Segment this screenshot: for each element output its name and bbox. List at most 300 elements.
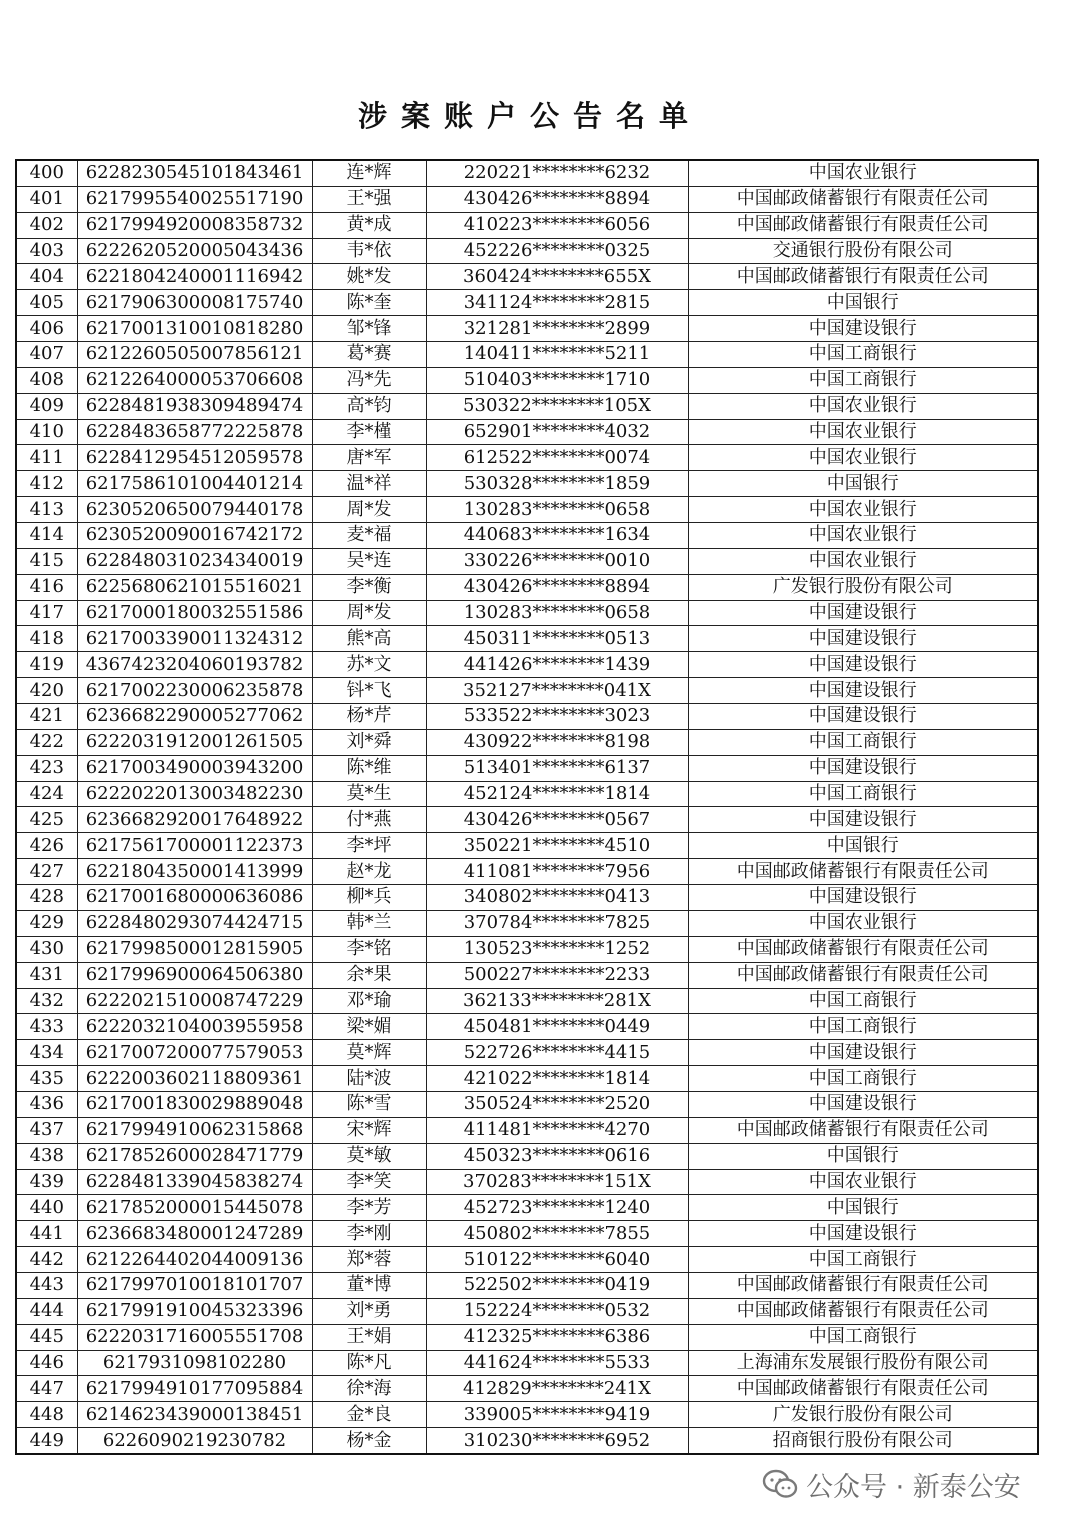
id-number-cell: 450802********7855: [426, 1221, 688, 1247]
id-number-cell: 441426********1439: [426, 652, 688, 678]
holder-name-cell: 郑*蓉: [312, 1247, 426, 1273]
bank-name-cell: 中国建设银行: [688, 1040, 1038, 1066]
row-number-cell: 408: [16, 367, 77, 393]
id-number-cell: 350524********2520: [426, 1091, 688, 1117]
account-number-cell: 6217003390011324312: [77, 626, 312, 652]
row-number-cell: 447: [16, 1376, 77, 1402]
row-number-cell: 427: [16, 859, 77, 885]
bank-name-cell: 中国建设银行: [688, 807, 1038, 833]
holder-name-cell: 葛*赛: [312, 342, 426, 368]
holder-name-cell: 赵*龙: [312, 859, 426, 885]
holder-name-cell: 莫*生: [312, 781, 426, 807]
table-row: [16, 238, 1038, 264]
account-number-cell: 6212260505007856121: [77, 342, 312, 368]
table-row: [16, 704, 1038, 730]
id-number-cell: 522726********4415: [426, 1040, 688, 1066]
row-number-cell: 433: [16, 1014, 77, 1040]
holder-name-cell: 柳*兵: [312, 885, 426, 911]
row-number-cell: 401: [16, 186, 77, 212]
holder-name-cell: 李*槿: [312, 419, 426, 445]
id-number-cell: 440683********1634: [426, 523, 688, 549]
id-number-cell: 430922********8198: [426, 729, 688, 755]
holder-name-cell: 周*发: [312, 497, 426, 523]
bank-name-cell: 中国建设银行: [688, 704, 1038, 730]
holder-name-cell: 韩*兰: [312, 910, 426, 936]
account-number-cell: 6217931098102280: [77, 1350, 312, 1376]
account-number-cell: 6217994910177095884: [77, 1376, 312, 1402]
table-row: [16, 523, 1038, 549]
row-number-cell: 404: [16, 264, 77, 290]
table-row: [16, 574, 1038, 600]
row-number-cell: 448: [16, 1402, 77, 1428]
row-number-cell: 444: [16, 1298, 77, 1324]
row-number-cell: 415: [16, 548, 77, 574]
id-number-cell: 140411********5211: [426, 342, 688, 368]
row-number-cell: 416: [16, 574, 77, 600]
id-number-cell: 411481********4270: [426, 1117, 688, 1143]
watermark-text: 公众号 · 新泰公安: [806, 1471, 1021, 1503]
holder-name-cell: 梁*媚: [312, 1014, 426, 1040]
bank-name-cell: 中国农业银行: [688, 910, 1038, 936]
account-number-cell: 6230520090016742172: [77, 523, 312, 549]
table-row: [16, 1247, 1038, 1273]
id-number-cell: 152224********0532: [426, 1298, 688, 1324]
id-number-cell: 130283********0658: [426, 600, 688, 626]
page-title: 涉案账户公告名单: [357, 99, 702, 133]
row-number-cell: 406: [16, 316, 77, 342]
table-row: [16, 652, 1038, 678]
id-number-cell: 341124********2815: [426, 290, 688, 316]
holder-name-cell: 温*祥: [312, 471, 426, 497]
id-number-cell: 452226********0325: [426, 238, 688, 264]
account-number-cell: 4367423204060193782: [77, 652, 312, 678]
table-row: [16, 729, 1038, 755]
account-number-cell: 6217991910045323396: [77, 1298, 312, 1324]
table-row: [16, 367, 1038, 393]
id-number-cell: 339005********9419: [426, 1402, 688, 1428]
bank-name-cell: 中国农业银行: [688, 160, 1038, 186]
bank-name-cell: 中国银行: [688, 471, 1038, 497]
row-number-cell: 412: [16, 471, 77, 497]
table-row: [16, 781, 1038, 807]
holder-name-cell: 陈*雪: [312, 1091, 426, 1117]
bank-name-cell: 中国银行: [688, 833, 1038, 859]
row-number-cell: 410: [16, 419, 77, 445]
bank-name-cell: 中国农业银行: [688, 419, 1038, 445]
holder-name-cell: 李*刚: [312, 1221, 426, 1247]
holder-name-cell: 周*发: [312, 600, 426, 626]
row-number-cell: 417: [16, 600, 77, 626]
id-number-cell: 411081********7956: [426, 859, 688, 885]
table-row: [16, 471, 1038, 497]
account-number-cell: 6212264402044009136: [77, 1247, 312, 1273]
row-number-cell: 441: [16, 1221, 77, 1247]
bank-name-cell: 中国农业银行: [688, 393, 1038, 419]
bank-name-cell: 中国建设银行: [688, 1091, 1038, 1117]
id-number-cell: 130283********0658: [426, 497, 688, 523]
account-number-cell: 6217001830029889048: [77, 1091, 312, 1117]
table-row: [16, 885, 1038, 911]
holder-name-cell: 陈*凡: [312, 1350, 426, 1376]
account-table: [15, 159, 1039, 1455]
account-table-body: [16, 160, 1038, 1454]
account-number-cell: 6222003602118809361: [77, 1066, 312, 1092]
id-number-cell: 530328********1859: [426, 471, 688, 497]
account-number-cell: 6230520650079440178: [77, 497, 312, 523]
row-number-cell: 425: [16, 807, 77, 833]
bank-name-cell: 中国工商银行: [688, 342, 1038, 368]
id-number-cell: 412325********6386: [426, 1324, 688, 1350]
table-row: [16, 1091, 1038, 1117]
id-number-cell: 130523********1252: [426, 936, 688, 962]
holder-name-cell: 杨*金: [312, 1428, 426, 1454]
id-number-cell: 370784********7825: [426, 910, 688, 936]
id-number-cell: 430426********8894: [426, 574, 688, 600]
holder-name-cell: 余*果: [312, 962, 426, 988]
bank-name-cell: 中国邮政储蓄银行有限责任公司: [688, 1272, 1038, 1298]
holder-name-cell: 邹*锋: [312, 316, 426, 342]
table-row: [16, 342, 1038, 368]
holder-name-cell: 杨*芹: [312, 704, 426, 730]
row-number-cell: 438: [16, 1143, 77, 1169]
table-row: [16, 290, 1038, 316]
account-number-cell: 6228483658772225878: [77, 419, 312, 445]
table-row: [16, 1221, 1038, 1247]
table-row: [16, 626, 1038, 652]
row-number-cell: 423: [16, 755, 77, 781]
account-number-cell: 6217561700001122373: [77, 833, 312, 859]
account-number-cell: 6217995540025517190: [77, 186, 312, 212]
table-row: [16, 1040, 1038, 1066]
account-number-cell: 6217001310010818280: [77, 316, 312, 342]
wechat-icon: [762, 1469, 798, 1499]
table-row: [16, 600, 1038, 626]
table-row: [16, 445, 1038, 471]
bank-name-cell: 中国邮政储蓄银行有限责任公司: [688, 186, 1038, 212]
account-number-cell: 6217997010018101707: [77, 1272, 312, 1298]
holder-name-cell: 李*芳: [312, 1195, 426, 1221]
holder-name-cell: 董*博: [312, 1272, 426, 1298]
holder-name-cell: 陈*维: [312, 755, 426, 781]
row-number-cell: 418: [16, 626, 77, 652]
holder-name-cell: 高*钧: [312, 393, 426, 419]
row-number-cell: 449: [16, 1428, 77, 1454]
holder-name-cell: 李*衡: [312, 574, 426, 600]
bank-name-cell: 中国工商银行: [688, 1014, 1038, 1040]
table-row: [16, 833, 1038, 859]
holder-name-cell: 宋*辉: [312, 1117, 426, 1143]
account-number-cell: 6222031716005551708: [77, 1324, 312, 1350]
bank-name-cell: 中国邮政储蓄银行有限责任公司: [688, 962, 1038, 988]
bank-name-cell: 广发银行股份有限公司: [688, 1402, 1038, 1428]
id-number-cell: 350221********4510: [426, 833, 688, 859]
bank-name-cell: 中国建设银行: [688, 316, 1038, 342]
account-number-cell: 6236683480001247289: [77, 1221, 312, 1247]
holder-name-cell: 徐*海: [312, 1376, 426, 1402]
id-number-cell: 612522********0074: [426, 445, 688, 471]
bank-name-cell: 中国银行: [688, 290, 1038, 316]
bank-name-cell: 中国邮政储蓄银行有限责任公司: [688, 1117, 1038, 1143]
row-number-cell: 413: [16, 497, 77, 523]
bank-name-cell: 中国建设银行: [688, 626, 1038, 652]
table-row: [16, 962, 1038, 988]
account-number-cell: 6226090219230782: [77, 1428, 312, 1454]
id-number-cell: 500227********2233: [426, 962, 688, 988]
account-number-cell: 6217000180032551586: [77, 600, 312, 626]
row-number-cell: 428: [16, 885, 77, 911]
row-number-cell: 440: [16, 1195, 77, 1221]
bank-name-cell: 招商银行股份有限公司: [688, 1428, 1038, 1454]
bank-name-cell: 中国邮政储蓄银行有限责任公司: [688, 1298, 1038, 1324]
bank-name-cell: 中国邮政储蓄银行有限责任公司: [688, 859, 1038, 885]
account-number-cell: 6222022013003482230: [77, 781, 312, 807]
bank-name-cell: 上海浦东发展银行股份有限公司: [688, 1350, 1038, 1376]
holder-name-cell: 刘*舜: [312, 729, 426, 755]
bank-name-cell: 中国建设银行: [688, 755, 1038, 781]
bank-name-cell: 中国建设银行: [688, 600, 1038, 626]
account-number-cell: 6222620520005043436: [77, 238, 312, 264]
bank-name-cell: 中国邮政储蓄银行有限责任公司: [688, 264, 1038, 290]
row-number-cell: 432: [16, 988, 77, 1014]
table-row: [16, 1324, 1038, 1350]
row-number-cell: 446: [16, 1350, 77, 1376]
row-number-cell: 436: [16, 1091, 77, 1117]
bank-name-cell: 中国邮政储蓄银行有限责任公司: [688, 936, 1038, 962]
holder-name-cell: 金*良: [312, 1402, 426, 1428]
holder-name-cell: 苏*文: [312, 652, 426, 678]
holder-name-cell: 王*强: [312, 186, 426, 212]
row-number-cell: 411: [16, 445, 77, 471]
row-number-cell: 439: [16, 1169, 77, 1195]
bank-name-cell: 中国工商银行: [688, 1247, 1038, 1273]
holder-name-cell: 李*铭: [312, 936, 426, 962]
row-number-cell: 405: [16, 290, 77, 316]
table-row: [16, 1169, 1038, 1195]
bank-name-cell: 中国建设银行: [688, 678, 1038, 704]
account-number-cell: 6222032104003955958: [77, 1014, 312, 1040]
id-number-cell: 430426********0567: [426, 807, 688, 833]
id-number-cell: 321281********2899: [426, 316, 688, 342]
row-number-cell: 437: [16, 1117, 77, 1143]
row-number-cell: 442: [16, 1247, 77, 1273]
table-row: [16, 1350, 1038, 1376]
account-number-cell: 6236682920017648922: [77, 807, 312, 833]
table-row: [16, 1014, 1038, 1040]
bank-name-cell: 广发银行股份有限公司: [688, 574, 1038, 600]
table-row: [16, 1402, 1038, 1428]
account-number-cell: 6228412954512059578: [77, 445, 312, 471]
table-row: [16, 160, 1038, 186]
holder-name-cell: 熊*高: [312, 626, 426, 652]
holder-name-cell: 麦*福: [312, 523, 426, 549]
holder-name-cell: 付*燕: [312, 807, 426, 833]
id-number-cell: 452723********1240: [426, 1195, 688, 1221]
table-row: [16, 678, 1038, 704]
id-number-cell: 441624********5533: [426, 1350, 688, 1376]
account-number-cell: 6217001680000636086: [77, 885, 312, 911]
account-number-cell: 6217994910062315868: [77, 1117, 312, 1143]
table-row: [16, 807, 1038, 833]
table-row: [16, 1195, 1038, 1221]
holder-name-cell: 刘*勇: [312, 1298, 426, 1324]
row-number-cell: 434: [16, 1040, 77, 1066]
row-number-cell: 400: [16, 160, 77, 186]
account-number-cell: 6217998500012815905: [77, 936, 312, 962]
bank-name-cell: 中国邮政储蓄银行有限责任公司: [688, 212, 1038, 238]
account-number-cell: 6236682290005277062: [77, 704, 312, 730]
holder-name-cell: 李*笑: [312, 1169, 426, 1195]
bank-name-cell: 中国工商银行: [688, 367, 1038, 393]
table-row: [16, 936, 1038, 962]
table-row: [16, 1117, 1038, 1143]
id-number-cell: 421022********1814: [426, 1066, 688, 1092]
holder-name-cell: 钭*飞: [312, 678, 426, 704]
id-number-cell: 340802********0413: [426, 885, 688, 911]
account-number-cell: 6217996900064506380: [77, 962, 312, 988]
table-row: [16, 497, 1038, 523]
id-number-cell: 530322********105X: [426, 393, 688, 419]
id-number-cell: 450481********0449: [426, 1014, 688, 1040]
holder-name-cell: 莫*敏: [312, 1143, 426, 1169]
holder-name-cell: 邓*瑜: [312, 988, 426, 1014]
table-row: [16, 988, 1038, 1014]
row-number-cell: 409: [16, 393, 77, 419]
table-row: [16, 316, 1038, 342]
row-number-cell: 430: [16, 936, 77, 962]
holder-name-cell: 姚*发: [312, 264, 426, 290]
holder-name-cell: 陈*奎: [312, 290, 426, 316]
account-number-cell: 6217906300008175740: [77, 290, 312, 316]
bank-name-cell: 中国农业银行: [688, 497, 1038, 523]
table-row: [16, 859, 1038, 885]
account-number-cell: 6228480293074424715: [77, 910, 312, 936]
table-row: [16, 1272, 1038, 1298]
row-number-cell: 431: [16, 962, 77, 988]
id-number-cell: 410223********6056: [426, 212, 688, 238]
id-number-cell: 430426********8894: [426, 186, 688, 212]
bank-name-cell: 中国农业银行: [688, 548, 1038, 574]
holder-name-cell: 连*辉: [312, 160, 426, 186]
id-number-cell: 450311********0513: [426, 626, 688, 652]
row-number-cell: 414: [16, 523, 77, 549]
account-number-cell: 6228481938309489474: [77, 393, 312, 419]
row-number-cell: 429: [16, 910, 77, 936]
row-number-cell: 407: [16, 342, 77, 368]
table-row: [16, 755, 1038, 781]
row-number-cell: 422: [16, 729, 77, 755]
bank-name-cell: 中国建设银行: [688, 1221, 1038, 1247]
account-number-cell: 6214623439000138451: [77, 1402, 312, 1428]
id-number-cell: 452124********1814: [426, 781, 688, 807]
row-number-cell: 402: [16, 212, 77, 238]
bank-name-cell: 中国建设银行: [688, 885, 1038, 911]
id-number-cell: 310230********6952: [426, 1428, 688, 1454]
holder-name-cell: 陆*波: [312, 1066, 426, 1092]
table-row: [16, 264, 1038, 290]
table-row: [16, 186, 1038, 212]
account-number-cell: 6222021510008747229: [77, 988, 312, 1014]
account-number-cell: 6217002230006235878: [77, 678, 312, 704]
bank-name-cell: 中国工商银行: [688, 1324, 1038, 1350]
account-number-cell: 6228480310234340019: [77, 548, 312, 574]
holder-name-cell: 冯*先: [312, 367, 426, 393]
row-number-cell: 403: [16, 238, 77, 264]
account-number-cell: 6221804240001116942: [77, 264, 312, 290]
id-number-cell: 450323********0616: [426, 1143, 688, 1169]
bank-name-cell: 中国农业银行: [688, 523, 1038, 549]
id-number-cell: 412829********241X: [426, 1376, 688, 1402]
table-row: [16, 1298, 1038, 1324]
holder-name-cell: 莫*辉: [312, 1040, 426, 1066]
row-number-cell: 443: [16, 1272, 77, 1298]
row-number-cell: 424: [16, 781, 77, 807]
table-row: [16, 212, 1038, 238]
holder-name-cell: 韦*依: [312, 238, 426, 264]
account-number-cell: 6221804350001413999: [77, 859, 312, 885]
row-number-cell: 426: [16, 833, 77, 859]
bank-name-cell: 中国工商银行: [688, 781, 1038, 807]
account-number-cell: 6212264000053706608: [77, 367, 312, 393]
table-row: [16, 1066, 1038, 1092]
bank-name-cell: 中国工商银行: [688, 1066, 1038, 1092]
holder-name-cell: 唐*军: [312, 445, 426, 471]
bank-name-cell: 中国工商银行: [688, 988, 1038, 1014]
account-number-cell: 6217003490003943200: [77, 755, 312, 781]
id-number-cell: 652901********4032: [426, 419, 688, 445]
account-number-cell: 6217007200077579053: [77, 1040, 312, 1066]
id-number-cell: 362133********281X: [426, 988, 688, 1014]
table-row: [16, 910, 1038, 936]
table-row: [16, 1143, 1038, 1169]
row-number-cell: 419: [16, 652, 77, 678]
holder-name-cell: 王*娟: [312, 1324, 426, 1350]
table-row: [16, 1428, 1038, 1454]
account-number-cell: 6225680621015516021: [77, 574, 312, 600]
row-number-cell: 435: [16, 1066, 77, 1092]
id-number-cell: 510403********1710: [426, 367, 688, 393]
row-number-cell: 420: [16, 678, 77, 704]
id-number-cell: 522502********0419: [426, 1272, 688, 1298]
bank-name-cell: 中国银行: [688, 1195, 1038, 1221]
account-number-cell: 6217994920008358732: [77, 212, 312, 238]
bank-name-cell: 中国银行: [688, 1143, 1038, 1169]
bank-name-cell: 中国邮政储蓄银行有限责任公司: [688, 1376, 1038, 1402]
holder-name-cell: 李*坪: [312, 833, 426, 859]
id-number-cell: 370283********151X: [426, 1169, 688, 1195]
id-number-cell: 220221********6232: [426, 160, 688, 186]
id-number-cell: 360424********655X: [426, 264, 688, 290]
account-number-cell: 6217586101004401214: [77, 471, 312, 497]
account-number-cell: 6222031912001261505: [77, 729, 312, 755]
id-number-cell: 533522********3023: [426, 704, 688, 730]
account-number-cell: 6217852000015445078: [77, 1195, 312, 1221]
id-number-cell: 352127********041X: [426, 678, 688, 704]
table-row: [16, 393, 1038, 419]
row-number-cell: 445: [16, 1324, 77, 1350]
bank-name-cell: 中国建设银行: [688, 652, 1038, 678]
account-number-cell: 6228481339045838274: [77, 1169, 312, 1195]
id-number-cell: 513401********6137: [426, 755, 688, 781]
bank-name-cell: 中国工商银行: [688, 729, 1038, 755]
bank-name-cell: 中国农业银行: [688, 1169, 1038, 1195]
id-number-cell: 510122********6040: [426, 1247, 688, 1273]
table-row: [16, 1376, 1038, 1402]
id-number-cell: 330226********0010: [426, 548, 688, 574]
holder-name-cell: 吴*连: [312, 548, 426, 574]
holder-name-cell: 黄*成: [312, 212, 426, 238]
account-number-cell: 6228230545101843461: [77, 160, 312, 186]
bank-name-cell: 中国农业银行: [688, 445, 1038, 471]
